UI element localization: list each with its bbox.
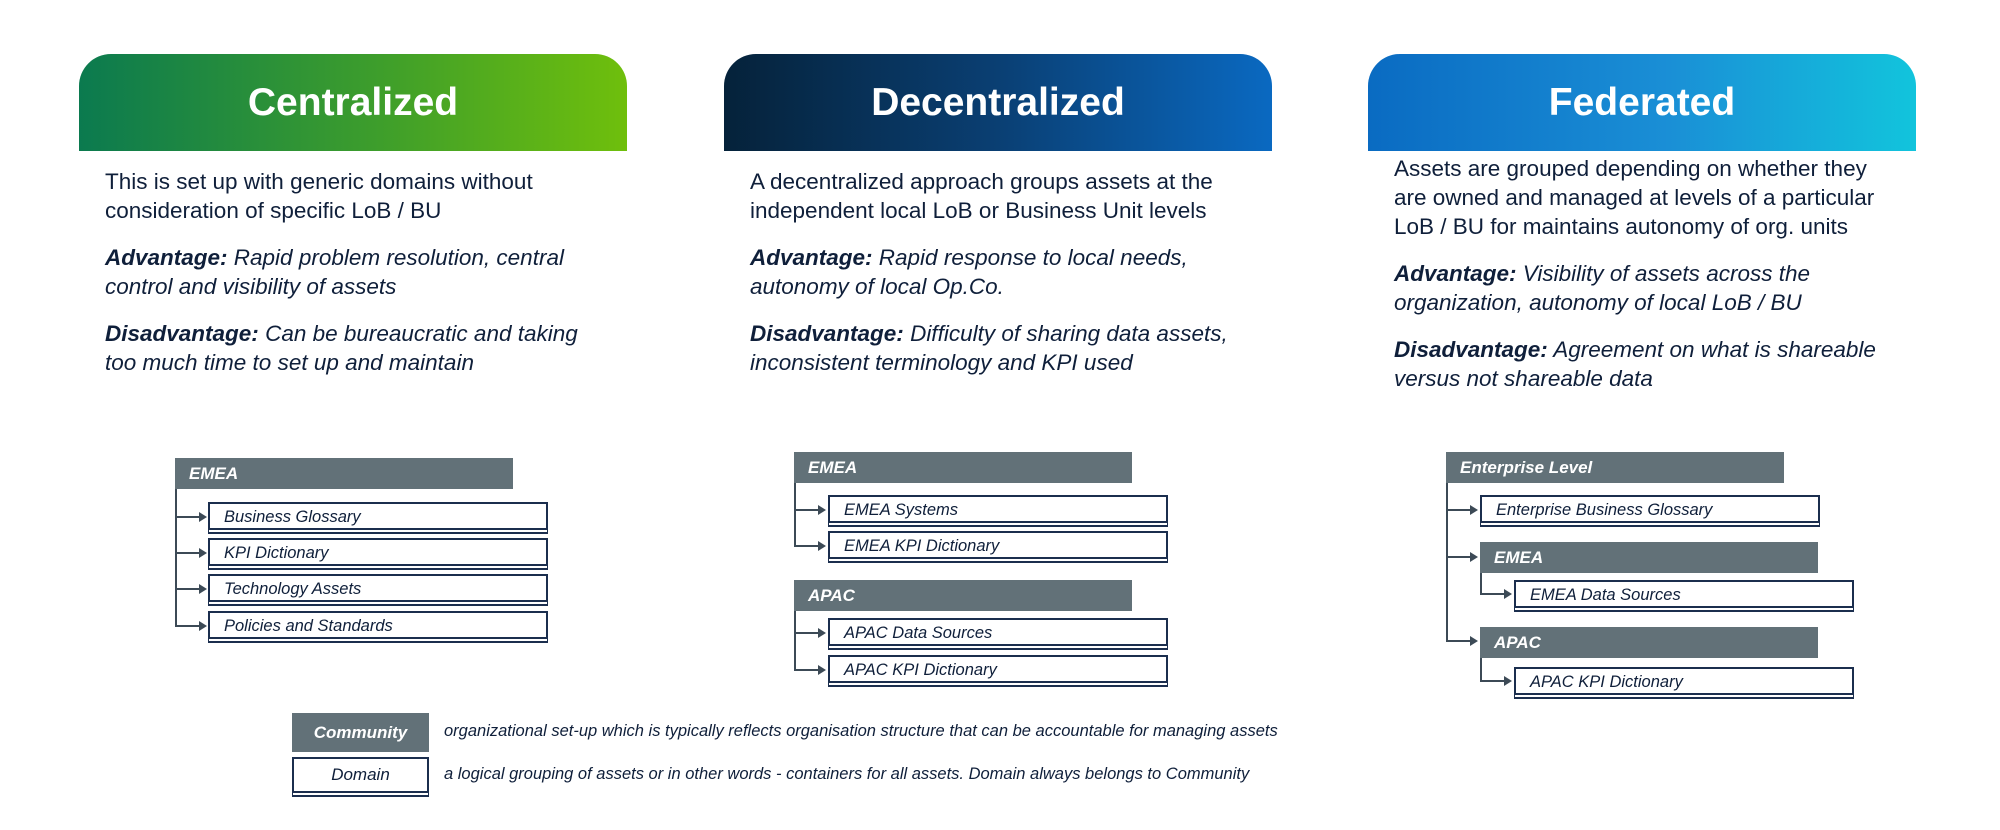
- connector-line: [1480, 680, 1504, 682]
- connector-line: [1446, 483, 1448, 642]
- arrow-icon: [199, 621, 207, 631]
- connector-line: [1446, 556, 1470, 558]
- advantage-text: [750, 243, 1246, 301]
- connector-line: [1446, 640, 1470, 642]
- disadvantage-label: Disadvantage:: [105, 321, 259, 346]
- domain-box: Technology Assets: [208, 574, 548, 602]
- connector-line: [175, 516, 199, 518]
- disadvantage-text: [750, 319, 1246, 377]
- disadvantage-label: Disadvantage:: [750, 321, 904, 346]
- lead-text: Assets are grouped depending on whether they are owned and managed at levels of a particular LoB / BU for maintains autonomy of org. units: [1394, 156, 1875, 239]
- domain-box: APAC KPI Dictionary: [828, 655, 1168, 683]
- connector-line: [1480, 573, 1482, 595]
- advantage-label: Advantage:: [1394, 261, 1517, 286]
- arrow-icon: [818, 628, 826, 638]
- connector-line: [794, 545, 818, 547]
- disadvantage-text: [105, 319, 601, 377]
- description-decentralized: [724, 151, 1272, 377]
- column-decentralized: [724, 54, 1272, 395]
- header-title: Decentralized: [871, 80, 1125, 124]
- description-centralized: [79, 151, 627, 377]
- domain-box: Policies and Standards: [208, 611, 548, 639]
- header-centralized: [79, 54, 627, 151]
- domain-box: Business Glossary: [208, 502, 548, 530]
- community-box: Enterprise Level: [1446, 452, 1784, 483]
- column-federated: [1368, 54, 1916, 411]
- connector-line: [175, 552, 199, 554]
- arrow-icon: [818, 541, 826, 551]
- domain-box: APAC Data Sources: [828, 618, 1168, 646]
- domain-box: EMEA Systems: [828, 495, 1168, 523]
- header-federated: [1368, 54, 1916, 151]
- advantage-body: Rapid response to local needs, autonomy of local Op.Co.: [750, 245, 1188, 299]
- column-centralized: [79, 54, 627, 395]
- header-decentralized: [724, 54, 1272, 151]
- arrow-icon: [1470, 636, 1478, 646]
- header-title: Centralized: [247, 80, 459, 124]
- disadvantage-text: [1394, 335, 1890, 393]
- domain-box: EMEA Data Sources: [1514, 580, 1854, 608]
- connector-line: [1446, 509, 1470, 511]
- connector-line: [175, 489, 177, 627]
- arrow-icon: [199, 548, 207, 558]
- arrow-icon: [1470, 505, 1478, 515]
- community-box: EMEA: [1480, 542, 1818, 573]
- arrow-icon: [199, 584, 207, 594]
- disadvantage-body: Agreement on what is shareable versus not shareable data: [1394, 337, 1876, 391]
- legend-community-swatch: Community: [292, 713, 429, 752]
- connector-line: [175, 625, 199, 627]
- domain-box: APAC KPI Dictionary: [1514, 667, 1854, 695]
- community-box: APAC: [794, 580, 1132, 611]
- arrow-icon: [1470, 552, 1478, 562]
- disadvantage-label: Disadvantage:: [1394, 337, 1548, 362]
- legend-domain-swatch: Domain: [292, 757, 429, 793]
- disadvantage-body: Can be bureaucratic and taking too much time to set up and maintain: [105, 321, 578, 375]
- advantage-text: [1394, 259, 1890, 317]
- advantage-body: Visibility of assets across the organization, autonomy of local LoB / BU: [1394, 261, 1810, 315]
- advantage-body: Rapid problem resolution, central control and visibility of assets: [105, 245, 564, 299]
- connector-line: [794, 611, 796, 671]
- legend-community-text: organizational set-up which is typically reflects organisation structure that can be accountable for managing assets: [444, 722, 1278, 740]
- description-federated: [1368, 151, 1916, 393]
- connector-line: [794, 509, 818, 511]
- connector-line: [1480, 593, 1504, 595]
- connector-line: [794, 483, 796, 546]
- arrow-icon: [818, 665, 826, 675]
- lead-text: A decentralized approach groups assets at the independent local LoB or Business Unit levels: [750, 169, 1213, 223]
- domain-box: Enterprise Business Glossary: [1480, 495, 1820, 523]
- lead-text: This is set up with generic domains without consideration of specific LoB / BU: [105, 169, 533, 223]
- community-box: APAC: [1480, 627, 1818, 658]
- community-box: EMEA: [175, 458, 513, 489]
- community-box: EMEA: [794, 452, 1132, 483]
- connector-line: [794, 669, 818, 671]
- connector-line: [794, 632, 818, 634]
- advantage-label: Advantage:: [105, 245, 228, 270]
- header-title: Federated: [1548, 80, 1736, 124]
- arrow-icon: [1504, 676, 1512, 686]
- connector-line: [1480, 658, 1482, 682]
- connector-line: [175, 588, 199, 590]
- legend-domain-text: a logical grouping of assets or in other words - containers for all assets. Domain always belongs to Community: [444, 765, 1250, 783]
- domain-box: EMEA KPI Dictionary: [828, 531, 1168, 559]
- disadvantage-body: Difficulty of sharing data assets, inconsistent terminology and KPI used: [750, 321, 1228, 375]
- arrow-icon: [199, 512, 207, 522]
- arrow-icon: [818, 505, 826, 515]
- arrow-icon: [1504, 589, 1512, 599]
- advantage-text: [105, 243, 601, 301]
- domain-box: KPI Dictionary: [208, 538, 548, 566]
- advantage-label: Advantage:: [750, 245, 873, 270]
